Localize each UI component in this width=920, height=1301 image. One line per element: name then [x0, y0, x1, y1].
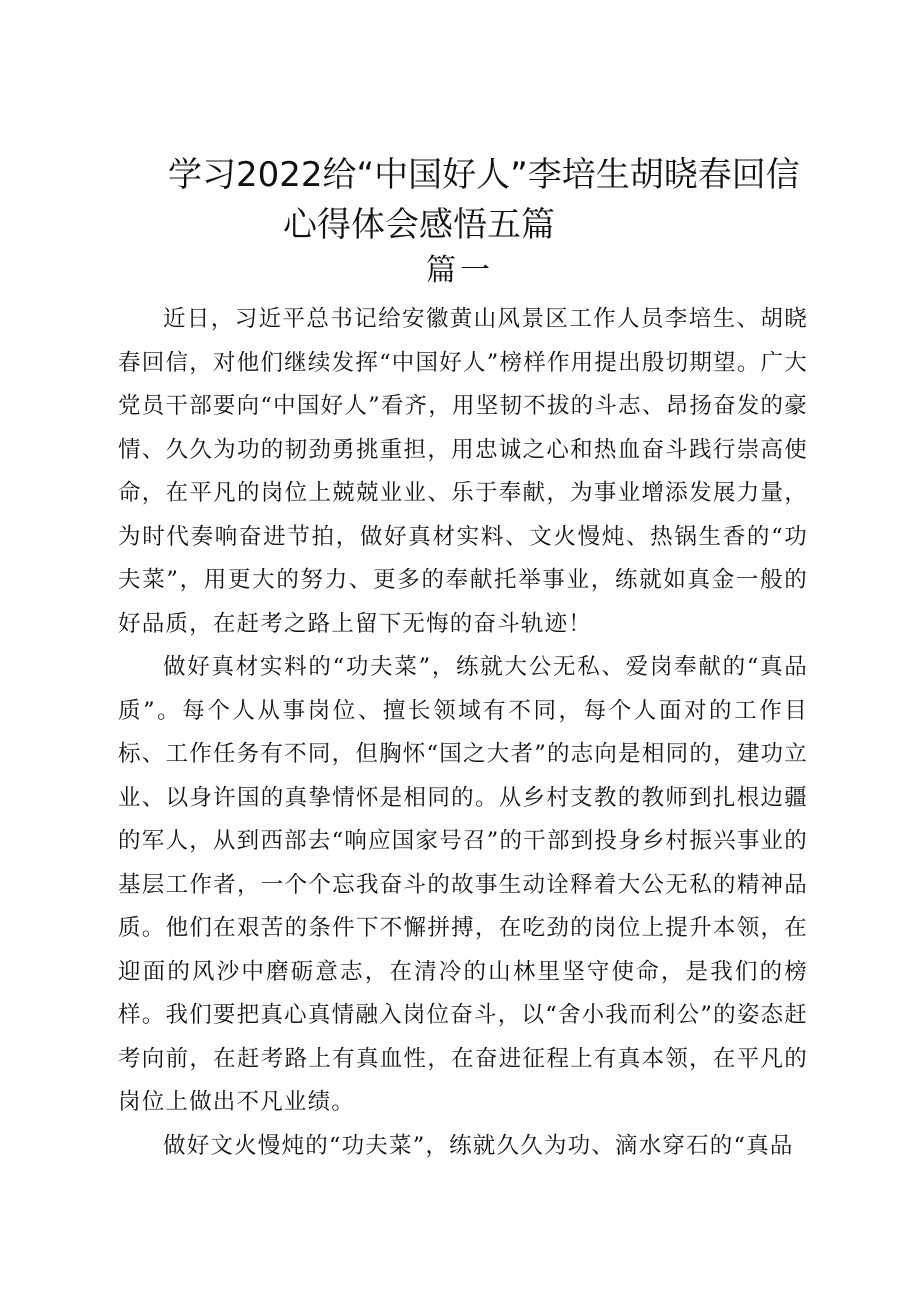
paragraph-2: 做好真材实料的“功夫菜”，练就大公无私、爱岗奉献的“真品质”。每个人从事岗位、擅长领域有不同，每个人面对的工作目标、工作任务有不同，但胸怀“国之大者”的志向是相同的，建功立业、以身许国的真挚情怀是相同的。从乡村支教的教师到扎根边疆的军人，从到西部去“响应国家号召”的干部到投身乡村振兴事业的基层工作者，一个个忘我奋斗的故事生动诠释着大公无私的精神品质。他们在艰苦的条件下不懈拼搏，在吃劲的岗位上提升本领，在迎面的风沙中磨砺意志，在清冷的山林里坚守使命，是我们的榜样。我们要把真心真情融入岗位奋斗，以“舍小我而利公”的姿态赶考向前，在赶考路上有真血性，在奋进征程上有真本领，在平凡的岗位上做出不凡业绩。 — [118, 654, 808, 1115]
document-title-line-1: 学习2022给“中国好人”李培生胡晓春回信 — [168, 155, 800, 195]
paragraph-1: 近日，习近平总书记给安徽黄山风景区工作人员李培生、胡晓春回信，对他们继续发挥“中国好人”榜样作用提出殷切期望。广大党员干部要向“中国好人”看齐，用坚韧不拔的斗志、昂扬奋发的豪情、久久为功的韧劲勇挑重担，用忠诚之心和热血奋斗践行崇高使命，在平凡的岗位上兢兢业业、乐于奉献，为事业增添发展力量，为时代奏响奋进节拍，做好真材实料、文火慢炖、热锅生香的“功夫菜”，用更大的努力、更多的奉献托举事业，练就如真金一般的好品质，在赶考之路上留下无悔的奋斗轨迹！ — [118, 306, 808, 637]
paragraph-3: 做好文火慢炖的“功夫菜”，练就久久为功、滴水穿石的“真品 — [163, 1132, 794, 1159]
document-body — [118, 298, 808, 1168]
document-title-line-2: 心得体会感悟五篇 — [283, 205, 555, 245]
section-heading: 篇一 — [426, 253, 494, 288]
